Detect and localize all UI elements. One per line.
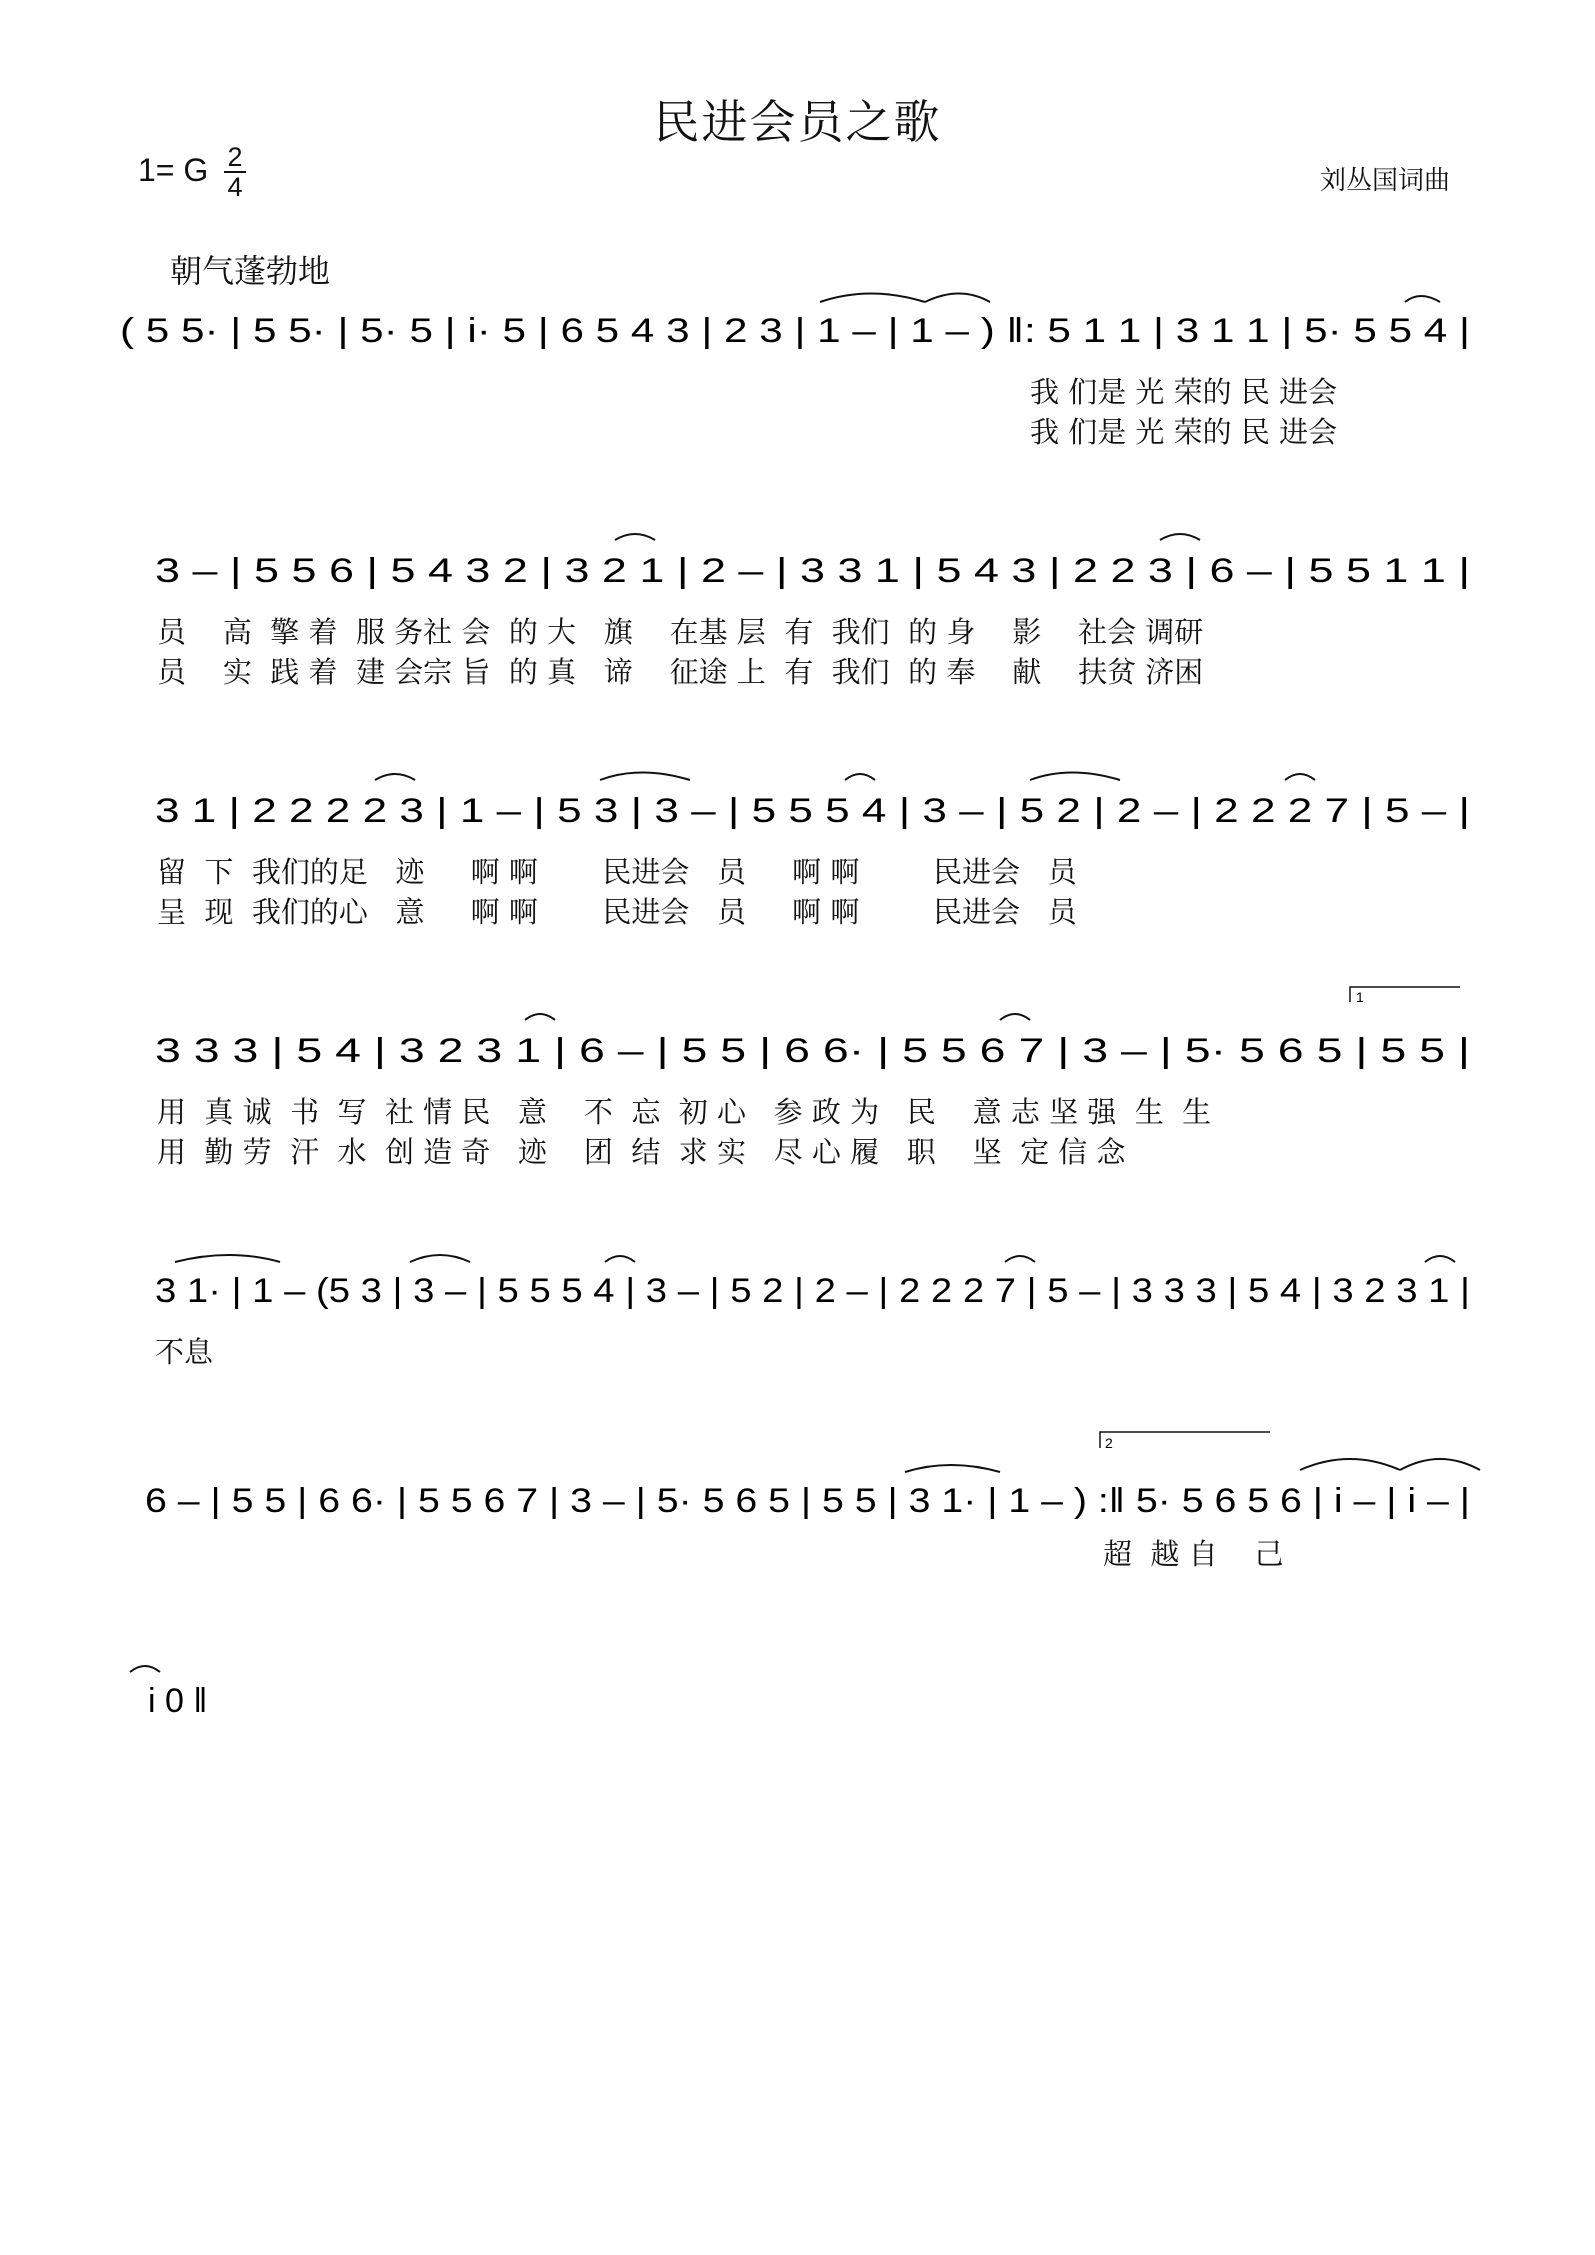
tempo-marking: 朝气蓬勃地 (170, 252, 331, 290)
notation-line-4: 3 3 3 | 5 4 | 3 2 3 1 | 6 – | 5 5 | 6 6· | 5 5 6 7 | 3 – | 5· 5 6 5 | 5 5 | (155, 1032, 1470, 1070)
volta-1-bracket (1350, 987, 1460, 1005)
lyric-line-6-verse-1: 超 越 自 己 (1103, 1537, 1284, 1571)
volta-2-label: 2 (1105, 1435, 1113, 1451)
author-credit: 刘丛国词曲 (1319, 166, 1450, 196)
notation-line-3: 3 1 | 2 2 2 2 3 | 1 – | 5 3 | 3 – | 5 5 5 4 | 3 – | 5 2 | 2 – | 2 2 2 7 | 5 – | (155, 792, 1470, 830)
notation-line-6: 6 – | 5 5 | 6 6· | 5 5 6 7 | 3 – | 5· 5 6 5 | 5 5 | 3 1· | 1 – ) :‖ 5· 5 6 5 6 | i – | i – | (145, 1482, 1470, 1520)
notation-line-1: ( 5 5· | 5 5· | 5· 5 | i· 5 | 6 5 4 3 | 2 3 | 1 – | 1 – ) ‖: 5 1 1 | 3 1 1 | 5· 5 5 4 | (120, 312, 1470, 350)
lyric-line-2-verse-2: 员 实 践 着 建 会宗 旨 的 真 谛 征途 上 有 我们 的 奉 献 扶贫 济困 (157, 655, 1204, 689)
volta-1-label: 1 (1356, 989, 1364, 1005)
key-signature: 1= G (138, 152, 209, 188)
notation-line-7: i 0 ‖ (148, 1682, 208, 1720)
lyric-line-2-verse-1: 员 高 擎 着 服 务社 会 的 大 旗 在基 层 有 我们 的 身 影 社会 调研 (157, 615, 1204, 649)
notation-line-2: 3 – | 5 5 6 | 5 4 3 2 | 3 2 1 | 2 – | 3 3 1 | 5 4 3 | 2 2 3 | 6 – | 5 5 1 1 | (155, 552, 1470, 590)
lyric-line-1-verse-2: 我 们是 光 荣的 民 进会 (1030, 415, 1338, 449)
lyric-line-3-verse-1: 留 下 我们的足 迹 啊 啊 民进会 员 啊 啊 民进会 员 (157, 855, 1077, 889)
lyric-line-3-verse-2: 呈 现 我们的心 意 啊 啊 民进会 员 啊 啊 民进会 员 (157, 895, 1077, 929)
lyric-line-4-verse-1: 用 真 诚 书 写 社 情 民 意 不 忘 初 心 参 政 为 民 意 志 坚 强 生 生 (157, 1095, 1212, 1129)
volta-2-bracket (1100, 1432, 1270, 1451)
time-signature-bottom: 4 (227, 172, 243, 202)
lyric-line-5-verse-1: 不息 (155, 1335, 214, 1369)
slurs (130, 294, 1480, 1673)
notation-line-5: 3 1· | 1 – (5 3 | 3 – | 5 5 5 4 | 3 – | 5 2 | 2 – | 2 2 2 7 | 5 – | 3 3 3 | 5 4 | 3 2 3 1 | (155, 1272, 1470, 1310)
lyric-line-4-verse-2: 用 勤 劳 汗 水 创 造 奇 迹 团 结 求 实 尽 心 履 职 坚 定 信 念 (157, 1135, 1126, 1169)
time-signature-top: 2 (227, 142, 243, 172)
lyric-line-1-verse-1: 我 们是 光 荣的 民 进会 (1030, 375, 1338, 409)
song-title: 民进会员之歌 (653, 95, 942, 149)
